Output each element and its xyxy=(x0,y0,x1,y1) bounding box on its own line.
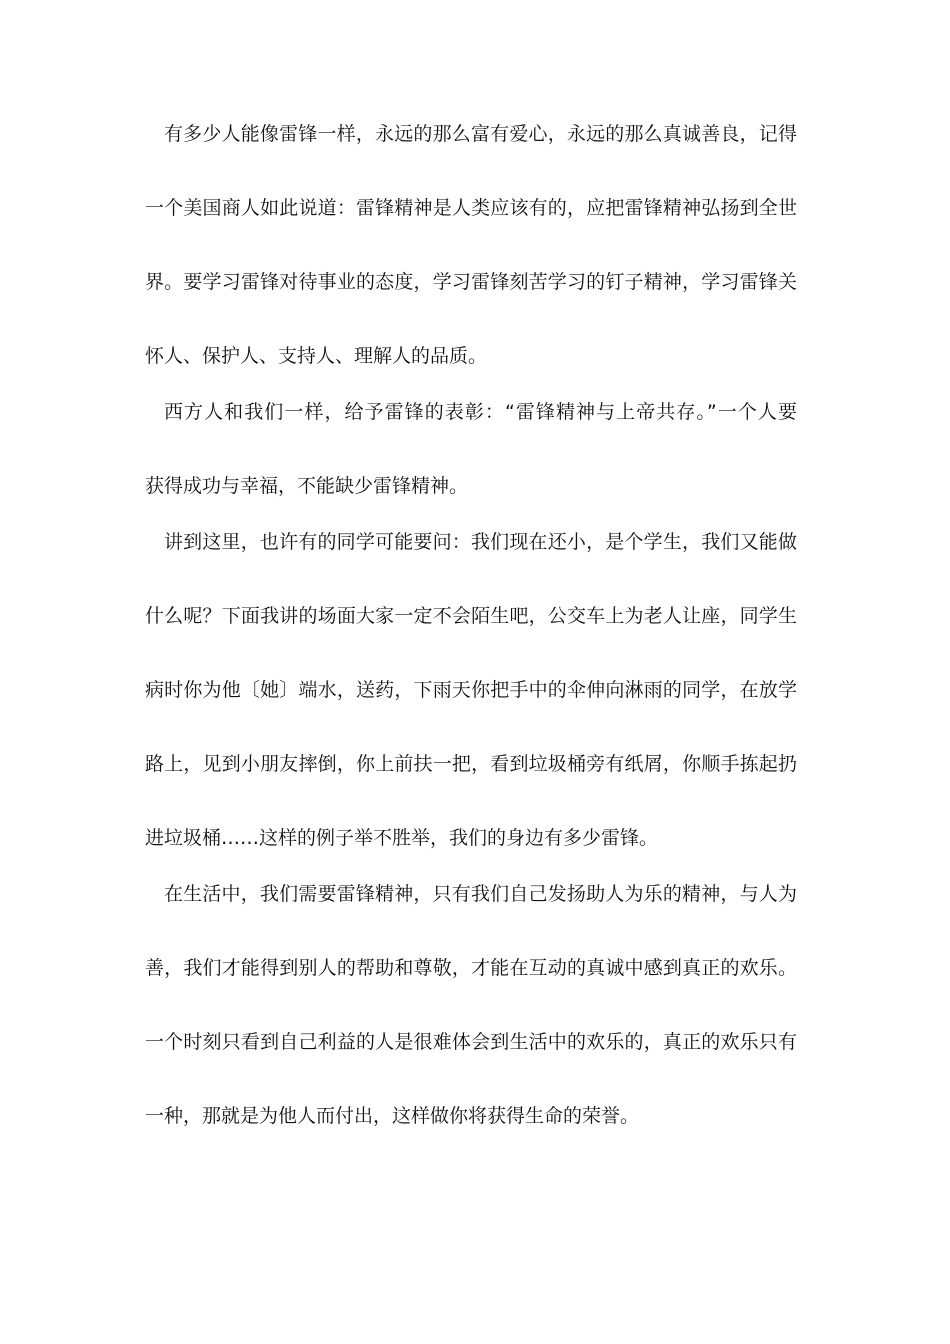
paragraph-line: 有多少人能像雷锋一样，永远的那么富有爱心，永远的那么真诚善良，记得 xyxy=(164,123,797,145)
paragraph-line: 路上，见到小朋友摔倒，你上前扶一把，看到垃圾桶旁有纸屑，你顺手拣起扔 xyxy=(145,753,797,775)
document-body xyxy=(145,116,797,1134)
paragraph-1 xyxy=(145,116,797,374)
paragraph-line: 讲到这里，也许有的同学可能要问：我们现在还小，是个学生，我们又能做 xyxy=(164,531,797,553)
paragraph-line: 一种，那就是为他人而付出，这样做你将获得生命的荣誉。 xyxy=(145,1105,640,1127)
paragraph-line: 界。要学习雷锋对待事业的态度，学习雷锋刻苦学习的钉子精神，学习雷锋关 xyxy=(145,271,797,293)
paragraph-3 xyxy=(145,524,797,856)
paragraph-line: 获得成功与幸福，不能缺少雷锋精神。 xyxy=(145,475,469,497)
paragraph-line: 一个时刻只看到自己利益的人是很难体会到生活中的欢乐的，真正的欢乐只有 xyxy=(145,1031,797,1053)
paragraph-2 xyxy=(145,394,797,504)
paragraph-line: 病时你为他〔她〕端水，送药，下雨天你把手中的伞伸向淋雨的同学，在放学 xyxy=(145,679,797,701)
paragraph-line: 善，我们才能得到别人的帮助和尊敬，才能在互动的真诚中感到真正的欢乐。 xyxy=(145,957,797,979)
paragraph-line: 进垃圾桶……这样的例子举不胜举，我们的身边有多少雷锋。 xyxy=(145,827,659,849)
paragraph-line: 什么呢？下面我讲的场面大家一定不会陌生吧，公交车上为老人让座，同学生 xyxy=(145,605,797,627)
paragraph-line: 西方人和我们一样，给予雷锋的表彰：“雷锋精神与上帝共存。”一个人要 xyxy=(164,401,797,423)
paragraph-line: 在生活中，我们需要雷锋精神，只有我们自己发扬助人为乐的精神，与人为 xyxy=(164,883,797,905)
paragraph-4 xyxy=(145,876,797,1134)
paragraph-line: 怀人、保护人、支持人、理解人的品质。 xyxy=(145,345,488,367)
paragraph-line: 一个美国商人如此说道：雷锋精神是人类应该有的，应把雷锋精神弘扬到全世 xyxy=(145,197,797,219)
